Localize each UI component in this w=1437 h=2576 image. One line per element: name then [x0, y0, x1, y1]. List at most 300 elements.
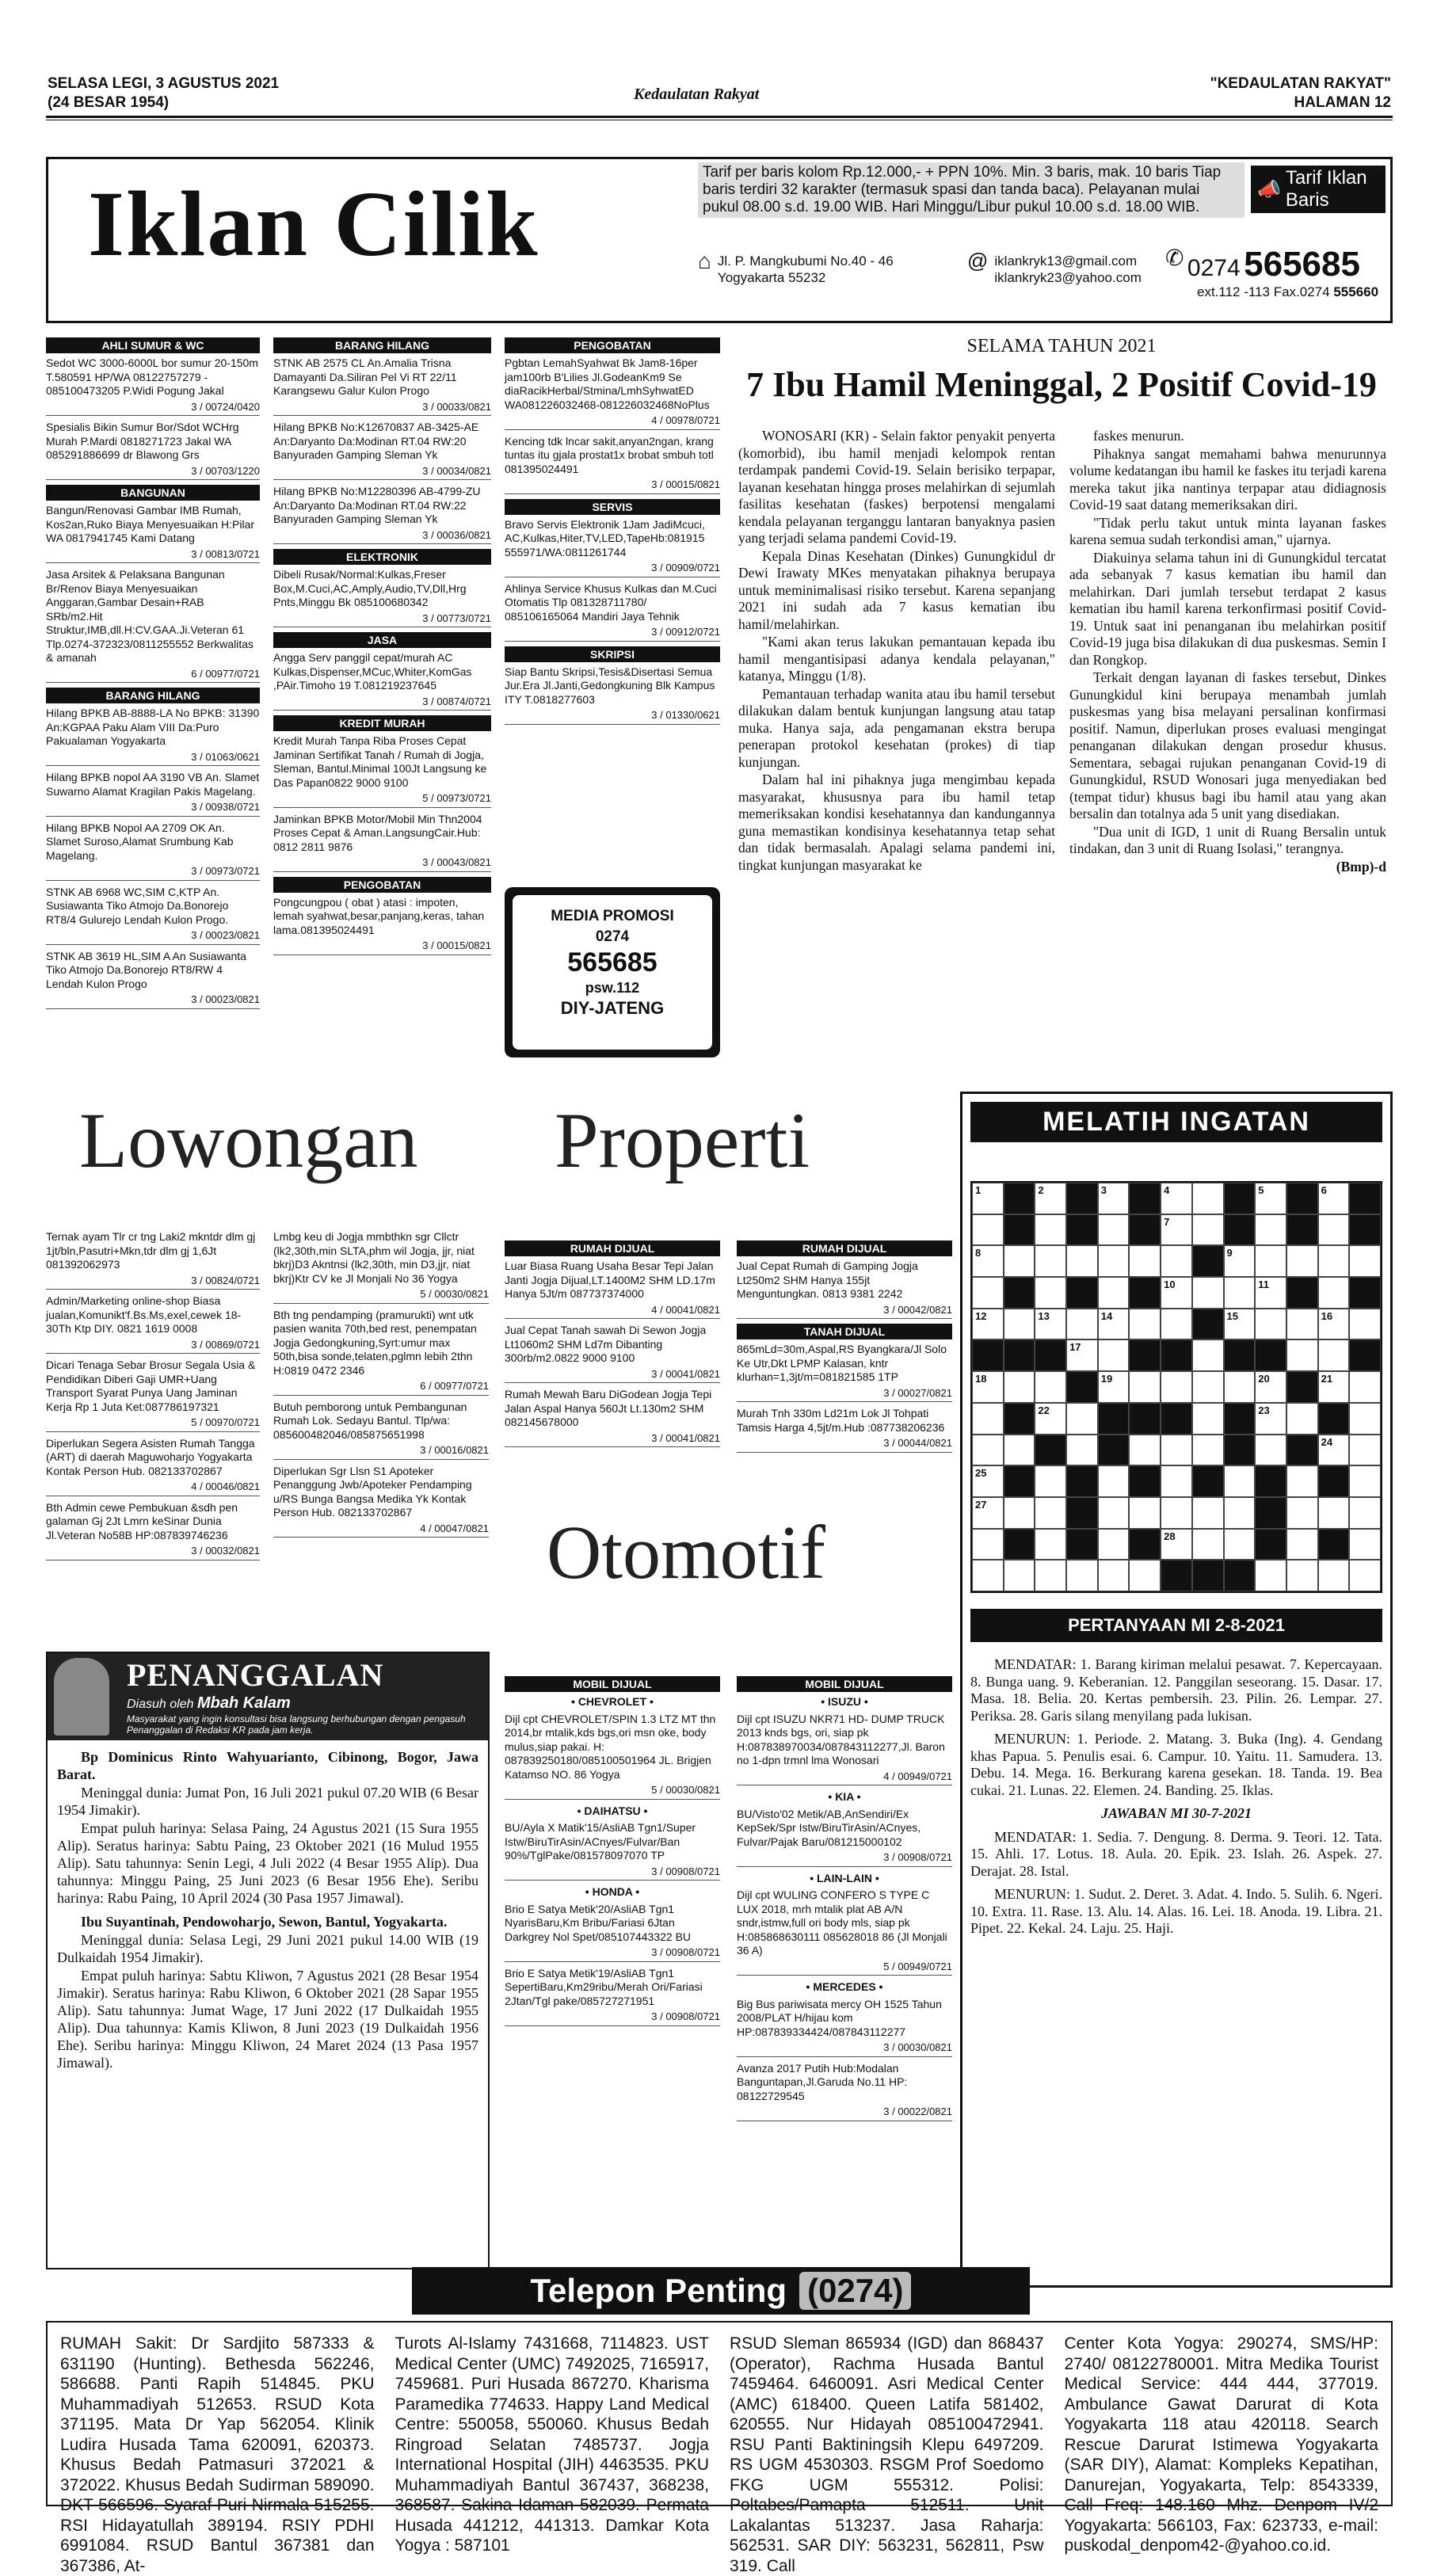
lowongan-column-2 [273, 1230, 489, 1542]
crossword-cell [1129, 1497, 1161, 1529]
category-header: BARANG HILANG [46, 688, 260, 703]
crossword-cell [1255, 1214, 1286, 1246]
article-headline: 7 Ibu Hamil Meninggal, 2 Positif Covid-19 [746, 365, 1377, 404]
header-page-block [1210, 74, 1391, 112]
classified-ad-code: 3 / 00813/0721 [46, 547, 260, 564]
megaphone-icon: 📣 [1257, 178, 1281, 200]
crossword-cell [1286, 1339, 1318, 1371]
masthead: Kedaulatan Rakyat [634, 86, 760, 103]
crossword-black-cell [1066, 1465, 1098, 1497]
classified-column-3 [505, 333, 720, 730]
header-date-block [48, 74, 279, 112]
crossword-black-cell [1004, 1403, 1035, 1435]
crossword-cell [1035, 1309, 1066, 1340]
phone-ext: ext.112 -113 Fax.0274 [1197, 284, 1330, 299]
classified-ad-code: 6 / 00977/0721 [273, 1379, 489, 1396]
crossword-black-cell [1098, 1435, 1130, 1466]
crossword-cell [1318, 1339, 1350, 1371]
clues-menurun: MENURUN: 1. Periode. 2. Matang. 3. Buka (Ing). 4. Gendang khas Papua. 5. Penulis esai. 6. Campur. 10. Yaitu. 11. Samudera. 13. Debu. 14. Mega. 16. Berkurang karena gesekan. 18. Tanda. 19. Bea cukai. 21. Lunas. 22. Elemen. 24. Banding. 25. Iklas. [970, 1731, 1382, 1798]
subcategory-header: • CHEVROLET • [571, 1695, 654, 1708]
crossword-clue-number: 19 [1100, 1373, 1113, 1385]
crossword-clue-number: 7 [1164, 1215, 1170, 1228]
crossword-cell [1349, 1309, 1381, 1340]
classified-ad-code: 3 / 00724/0420 [46, 400, 260, 417]
classified-ad-code: 3 / 00973/0721 [46, 864, 260, 881]
crossword-cell [1349, 1465, 1381, 1497]
crossword-black-cell [1349, 1339, 1381, 1371]
crossword-clue-number: 14 [1100, 1309, 1113, 1322]
penanggalan-by: Diasuh oleh [127, 1698, 194, 1711]
crossword-clue-number: 8 [975, 1247, 982, 1259]
crossword-cell [1192, 1371, 1224, 1403]
crossword-cell [1286, 1245, 1318, 1277]
classified-ad-text: Bth tng pendamping (pramurukti) wnt utk pasien wanita 70th,bed rest, penempatan Jogja Gedongkuning,Syrt:umur max 50th,bisa sonde,telaten,pglmn lebih 2thn H:0819 0472 2346 [273, 1308, 477, 1377]
crossword-black-cell [1286, 1214, 1318, 1246]
classified-ad-code: 5 / 00030/0821 [273, 1287, 489, 1304]
classified-ad-code: 3 / 01330/0621 [505, 708, 720, 725]
crossword-cell [1066, 1339, 1098, 1371]
classified-ad-code: 3 / 00015/0821 [505, 478, 720, 494]
crossword-black-cell [1066, 1277, 1098, 1309]
crossword-black-cell [1004, 1277, 1035, 1309]
phone-icon: ✆ [1165, 246, 1184, 270]
media-promosi-box [505, 887, 720, 1057]
classified-ad-text: Lmbg keu di Jogja mmbthkn sgr Cllctr (lk2,30th,min SLTA,phm wil Jogja, jjr, niat bkrj)D3 Akntnsi (lk2,30th, min D3,jjr, niat bkrj)Ktr CV ke Jl Monjali No 36 Yogya [273, 1230, 475, 1285]
crossword-black-cell [1224, 1214, 1256, 1246]
crossword-cell [1098, 1371, 1130, 1403]
crossword-black-cell [1318, 1403, 1350, 1435]
crossword-clue-number: 10 [1164, 1278, 1176, 1291]
crossword-cell [1192, 1277, 1224, 1309]
classified-ad-code: 3 / 00033/0821 [273, 400, 491, 417]
crossword-cell [1035, 1497, 1066, 1529]
crossword-clue-number: 23 [1258, 1404, 1270, 1416]
category-header: RUMAH DIJUAL [505, 1240, 720, 1256]
classified-ad-text: Bravo Servis Elektronik 1Jam JadiMcuci, AC,Kulkas,Hiter,TV,LED,TapeHb:081915 555971/WA:0811261744 [505, 517, 705, 558]
crossword-cell [1192, 1529, 1224, 1560]
crossword-black-cell [1035, 1339, 1066, 1371]
crossword-cell [1318, 1309, 1350, 1340]
crossword-cell [1004, 1435, 1035, 1466]
crossword-cell [1286, 1529, 1318, 1560]
classified-ad-text: Butuh pemborong untuk Pembangunan Rumah Lok. Sedayu Bantul. Tlp/wa: 085600482046/085875651998 [273, 1400, 467, 1441]
classified-ad-text: STNK AB 6968 WC,SIM C,KTP An. Susiawanta Tiko Atmojo Da.Bonorejo RT8/4 Gulurejo Lendah Kulon Progo. [46, 885, 229, 926]
article-paragraph: "Kami akan terus lakukan pemantauan kepada ibu hamil mengantisipasi adanya kendala pelayanan," katanya, Minggu (1/8). [738, 634, 1055, 684]
answers-mendatar: MENDATAR: 1. Sedia. 7. Dengung. 8. Derma. 9. Teori. 12. Tata. 15. Ahli. 17. Lotus. 18. Aula. 20. Epik. 23. Islah. 26. Aspek. 27. Derajat. 28. Istal. [970, 1828, 1382, 1879]
crossword-cell [972, 1277, 1004, 1309]
classified-ad-text: Luar Biasa Ruang Usaha Besar Tepi Jalan Janti Jogja Dijual,LT.1400M2 SHM LD.17m Hanya 5Jt/m 087737374000 [505, 1259, 715, 1300]
crossword-cell [1224, 1309, 1256, 1340]
crossword-cell [1129, 1560, 1161, 1591]
category-header: PENGOBATAN [273, 877, 491, 893]
clues-mendatar: MENDATAR: 1. Barang kiriman melalui pesawat. 7. Kepercayaan. 8. Bunga uang. 9. Keberanian. 12. Panggilan seseorang. 15. Dasar. 17. Masa. 18. Belia. 20. Kertas pembersih. 23. Pilin. 26. Lempar. 27. Periksa. 28. Garis silang menyilang pada lukisan. [970, 1656, 1382, 1724]
classified-ad-text: Kencing tdk lncar sakit,anyan2ngan, krang tuntas itu gjala prostat1x brobat smbuh totl 081395024491 [505, 434, 714, 475]
classified-ad-code: 3 / 00938/0721 [46, 800, 260, 817]
crossword-cell [1161, 1465, 1192, 1497]
classified-ad-text: Pongcungpou ( obat ) atasi : impoten, lemah syahwat,besar,panjang,keras, tahan lama.081395024491 [273, 895, 485, 936]
crossword-cell [1318, 1435, 1350, 1466]
crossword-cell [1255, 1371, 1286, 1403]
crossword-clue-number: 11 [1258, 1278, 1269, 1291]
iklan-cilik-title: Iklan Cilik [88, 172, 539, 276]
crossword-cell [1035, 1560, 1066, 1591]
classified-ad-text: Sedot WC 3000-6000L bor sumur 20-150m T.580591 HP/WA 08122757279 - 085100473205 P.Widi Pogung Jakal [46, 356, 258, 397]
crossword-cell [972, 1403, 1004, 1435]
crossword-black-cell [1098, 1403, 1130, 1435]
crossword-black-cell [1066, 1214, 1098, 1246]
crossword-cell [1192, 1403, 1224, 1435]
crossword-black-cell [1129, 1339, 1161, 1371]
subcategory-header: • ISUZU • [821, 1695, 868, 1708]
classified-ad-text: Dijl cpt WULING CONFERO S TYPE C LUX 2018, mrh mtalik plat AB A/N sndr,istmw,full ori body mls, siap pk H:085868630111 085628018 86 (Jl Monjali 36 A) [737, 1888, 947, 1957]
crossword-cell [1255, 1277, 1286, 1309]
crossword-black-cell [1129, 1465, 1161, 1497]
classified-ad-text: Ternak ayam Tlr cr tng Laki2 mkntdr dlm gj 1jt/bln,Pasutri+Mkn,tdr dlm gj 1,6Jt 081392062973 [46, 1230, 256, 1271]
classified-ad-code: 3 / 00043/0821 [273, 855, 491, 872]
classified-ad-code: 4 / 00046/0821 [46, 1480, 260, 1496]
category-header: SERVIS [505, 499, 720, 515]
crossword-black-cell [1318, 1529, 1350, 1560]
header-javanese-date: (24 BESAR 1954) [48, 94, 170, 111]
entry-2-heading: Ibu Suyantinah, Pendowoharjo, Sewon, Bantul, Yogyakarta. [81, 1914, 448, 1930]
crossword-black-cell [1286, 1371, 1318, 1403]
question-title: PERTANYAAN MI 2-8-2021 [970, 1609, 1382, 1642]
crossword-cell [1224, 1497, 1256, 1529]
article-paragraph: Dalam hal ini pihaknya juga mengimbau kepada masyarakat, khususnya para ibu hamil tetap memeriksakan kondisi kesehatannya dan kandungannya guna memastikan kondisinya kesehatannya tetap sehat dan tidak bermasalah. Apalagi selama pandemi ini, tingkat kunjungan masyarakat ke [738, 772, 1055, 873]
crossword-black-cell [1224, 1403, 1256, 1435]
category-header: PENGOBATAN [505, 337, 720, 353]
category-header: ELEKTRONIK [273, 549, 491, 565]
crossword-clue-number: 21 [1321, 1373, 1333, 1385]
crossword-cell [1098, 1214, 1130, 1246]
classified-ad-text: Jual Cepat Tanah sawah Di Sewon Jogja Lt1060m2 SHM Ld7m Dibanting 300rb/m2.0822 9000 9100 [505, 1324, 707, 1364]
promo-code: 0274 [595, 928, 630, 945]
classified-ad-text: Jaminkan BPKB Motor/Mobil Min Thn2004 Proses Cepat & Aman.LangsungCair.Hub: 0812 2811 9876 [273, 812, 482, 853]
email-text: iklankryk13@gmail.com iklankryk23@yahoo.com [994, 253, 1142, 285]
crossword-cell [1066, 1245, 1098, 1277]
penanggalan-header [48, 1653, 488, 1740]
subcategory-header: • MERCEDES • [806, 1980, 883, 1993]
crossword-cell [972, 1183, 1004, 1214]
crossword-black-cell [1066, 1529, 1098, 1560]
crossword-title: MELATIH INGATAN [970, 1102, 1382, 1142]
crossword-cell [972, 1497, 1004, 1529]
classified-ad-code: 4 / 00041/0821 [505, 1303, 720, 1320]
penanggalan-body [48, 1740, 488, 2080]
crossword-cell [1349, 1497, 1381, 1529]
crossword-cell [1066, 1309, 1098, 1340]
classified-ad-code: 3 / 00016/0821 [273, 1443, 489, 1460]
classified-ad-text: Hilang BPKB No:M12280396 AB-4799-ZU An:Daryanto Da:Modinan RT.04 RW:22 Banyuraden Gamping Sleman Yk [273, 485, 481, 525]
classified-ad-code: 3 / 00703/1220 [46, 464, 260, 481]
crossword-black-cell [1004, 1339, 1035, 1371]
crossword-cell [1004, 1497, 1035, 1529]
header-date: SELASA LEGI, 3 AGUSTUS 2021 [48, 75, 280, 92]
crossword-clue-number: 1 [975, 1184, 982, 1196]
telepon-col-3: RSUD Sleman 865934 (IGD) dan 868437 (Operator), Rachma Husada Bantul 7459464. 6460091. Asri Medical Center (AMC) 618400. Queen Latifa 581402, 620555. Nur Hidayah 085100472941. RSU Panti Baktiningsih Klepu 6497209. RS UGM 4530303. RSGM Prof Soedomo FKG UGM 555312. Polisi: Poltabes/Pamapta 512511. Unit Lakalantas 513237. Jasa Raharja: 562531. SAR DIY: 563231, 562811, Psw 319. Call [730, 2334, 1044, 2575]
crossword-cell [1098, 1245, 1130, 1277]
crossword-black-cell [1286, 1435, 1318, 1466]
classified-ad-code: 3 / 00015/0821 [273, 939, 491, 955]
crossword-clue-number: 13 [1038, 1309, 1050, 1322]
classified-ad-code: 3 / 00036/0821 [273, 528, 491, 545]
crossword-black-cell [1192, 1560, 1224, 1591]
crossword-black-cell [1224, 1435, 1256, 1466]
crossword-clue-number: 12 [975, 1309, 987, 1322]
crossword-cell [1035, 1465, 1066, 1497]
crossword-cell [1286, 1403, 1318, 1435]
classified-ad-code: 3 / 00041/0821 [505, 1431, 720, 1448]
crossword-cell [1066, 1435, 1098, 1466]
article-paragraph: Kepala Dinas Kesehatan (Dinkes) Gunungkidul dr Dewi Irawaty MKes menyatakan pihaknya berupaya untuk meminimalisasi risiko tersebut. Karena sepanjang 2021 ini sudah ada 7 kasus kematian ibu hamil/melahirkan. [738, 547, 1055, 632]
fax-number: 555660 [1333, 284, 1379, 299]
crossword-box [960, 1092, 1393, 2288]
crossword-black-cell [1192, 1309, 1224, 1340]
crossword-cell [1224, 1245, 1256, 1277]
crossword-cell [1349, 1529, 1381, 1560]
promo-region: DIY-JATENG [560, 998, 665, 1018]
section-title-lowongan: Lowongan [79, 1096, 418, 1184]
crossword-cell [1066, 1560, 1098, 1591]
crossword-black-cell [1066, 1371, 1098, 1403]
classified-ad-text: Dibeli Rusak/Normal:Kulkas,Freser Box,M.Cuci,AC,Amply,Audio,TV,Dll,Hrg Pnts,Minggu Bk 085100680342 [273, 568, 467, 608]
article-column-right [1069, 428, 1386, 876]
subcategory-header: • KIA • [828, 1790, 861, 1803]
classified-ad-text: Diperlukan Segera Asisten Rumah Tangga (ART) di daerah Maguwoharjo Yogyakarta Kontak Person Hub. 082133702867 [46, 1436, 255, 1477]
classified-ad-code: 3 / 00023/0821 [46, 993, 260, 1009]
crossword-cell [1224, 1371, 1256, 1403]
crossword-cell [1161, 1277, 1192, 1309]
crossword-cell [972, 1560, 1004, 1591]
classified-ad-code: 3 / 00908/0721 [505, 2010, 720, 2026]
email-block [967, 249, 1189, 286]
crossword-black-cell [1066, 1497, 1098, 1529]
article-paragraph: Pemantauan terhadap wanita atau ibu hamil tersebut dilakukan dalam bentuk kunjungan langsung atau tatap muka. Hanya saja, ada pengamanan ekstra berupa penerapan protokol kesehatan (prokes) di tiap kunjungan. [738, 685, 1055, 770]
lowongan-column-1 [46, 1230, 260, 1565]
article-paragraph: Pihaknya sangat memahami bahwa menurunnya volume kedatangan ibu hamil ke faskes itu terjadi karena mereka takut jika nantinya terpapar atau didiagnosis Covid-19 saat datang memeriksakan diri. [1069, 445, 1386, 513]
classified-ad-text: Admin/Marketing online-shop Biasa jualan,Komunikt'f.Bs.Ms,exel,cewek 18-30Th Ktp DIY. 0821 1619 0008 [46, 1294, 242, 1335]
classified-ad-code: 3 / 00022/0821 [737, 2105, 952, 2121]
crossword-cell [1098, 1183, 1130, 1214]
crossword-black-cell [1349, 1183, 1381, 1214]
crossword-cell [1098, 1309, 1130, 1340]
classified-ad-text: Angga Serv panggil cepat/murah AC Kulkas,Dispenser,MCuc,Whiter,KomGas ,PAir.Timoho 19 T.081219237645 [273, 651, 472, 692]
crossword-cell [1161, 1435, 1192, 1466]
crossword-clue-number: 3 [1100, 1184, 1107, 1196]
crossword-cell [1255, 1560, 1286, 1591]
crossword-cell [1035, 1529, 1066, 1560]
answer-title: JAWABAN MI 30-7-2021 [1100, 1805, 1252, 1821]
article-paragraph: WONOSARI (KR) - Selain faktor penyakit penyerta (komorbid), ibu hamil menjadi kelompok rentan terdampak pandemi Covid-19. Selain berisiko terpapar, layanan kesehatan hingga proses melahirkan di sejumlah fasilitas kesehatan (faskes) berpotensi mengalami kendala pelayanan terganggu lantaran banyaknya pasien yang terjadi selama pandemi Covid-19. [738, 428, 1055, 546]
crossword-cell [1224, 1465, 1256, 1497]
phone-block [1165, 245, 1395, 300]
category-header: JASA [273, 632, 491, 648]
classified-ad-code: 5 / 00030/0821 [505, 1783, 720, 1800]
article-paragraph: "Tidak perlu takut untuk minta layanan faskes karena semua sudah terkondisi aman," ujarnya. [1069, 514, 1386, 547]
crossword-cell [1349, 1245, 1381, 1277]
crossword-cell [1224, 1277, 1256, 1309]
crossword-clue-number: 9 [1226, 1247, 1233, 1259]
crossword-cell [1129, 1371, 1161, 1403]
classified-ad-text: 865mLd=30m,Aspal,RS Byangkara/Jl Solo Ke Utr,Dkt LPMP Kalasan, kntr klurhan=1,3jt/m=081821585 1TP [737, 1343, 947, 1383]
entry-1-heading: Bp Dominicus Rinto Wahyuarianto, Cibinong, Bogor, Jawa Barat. [57, 1749, 478, 1782]
article-paragraph: "Dua unit di IGD, 1 unit di Ruang Bersalin untuk tindakan, dan 3 unit di Ruang Isolasi," terangnya. [1069, 823, 1386, 856]
crossword-clue-number: 17 [1069, 1341, 1081, 1354]
crossword-cell [1318, 1277, 1350, 1309]
classified-ad-code: 3 / 00032/0821 [46, 1544, 260, 1560]
crossword-cell [1066, 1403, 1098, 1435]
crossword-cell [1035, 1371, 1066, 1403]
crossword-cell [972, 1529, 1004, 1560]
crossword-black-cell [1224, 1560, 1256, 1591]
crossword-cell [1318, 1497, 1350, 1529]
crossword-grid [970, 1181, 1382, 1593]
section-title-otomotif: Otomotif [547, 1510, 825, 1595]
promo-phone: 565685 [567, 947, 658, 977]
home-icon: ⌂ [698, 249, 711, 273]
classified-ad-text: Pgbtan LemahSyahwat Bk Jam8-16per jam100rb B'Lilies Jl.GodeanKm9 Se diaRacikHerbal/Stmina/LmhSyhwatED WA081226032468-081226032468NoPlus [505, 356, 710, 411]
classified-ad-code: 3 / 00041/0821 [505, 1367, 720, 1384]
classified-ad-text: Avanza 2017 Putih Hub:Modalan Banguntapan,Jl.Garuda No.11 HP: 08122729545 [737, 2061, 908, 2102]
crossword-black-cell [1129, 1403, 1161, 1435]
penanggalan-tagline: Masyarakat yang ingin konsultasi bisa langsung berhubungan dengan pengasuh Penanggalan di Redaksi KR pada jam kerja. [127, 1713, 466, 1736]
crossword-cell [1318, 1371, 1350, 1403]
crossword-black-cell [1286, 1277, 1318, 1309]
subcategory-header: • LAIN-LAIN • [810, 1871, 879, 1884]
header-page-number: HALAMAN 12 [1294, 94, 1391, 111]
crossword-cell [1286, 1560, 1318, 1591]
classified-ad-code: 3 / 00912/0721 [505, 625, 720, 642]
author-photo [54, 1658, 109, 1736]
classified-ad-text: BU/Ayla X Matik'15/AsliAB Tgn1/Super Istw/BiruTirAsin/ACnyes/Fulvar/Ban 90%/TglPake/081578097070 TP [505, 1821, 696, 1862]
classified-ad-code: 5 / 00949/0721 [737, 1960, 952, 1976]
crossword-cell [1035, 1245, 1066, 1277]
classified-ad-code: 4 / 00047/0821 [273, 1522, 489, 1538]
classified-ad-code: 3 / 00908/0721 [505, 1945, 720, 1962]
crossword-black-cell [1255, 1339, 1286, 1371]
category-header: TANAH DIJUAL [737, 1324, 952, 1339]
crossword-black-cell [1004, 1214, 1035, 1246]
classified-ad-text: Hilang BPKB No:K12670837 AB-3425-AE An:Daryanto Da:Modinan RT.04 RW:20 Banyuraden Gamping Sleman Yk [273, 421, 479, 461]
properti-column-2 [737, 1236, 952, 1458]
crossword-cell [1255, 1403, 1286, 1435]
subcategory-header: • DAIHATSU • [577, 1804, 648, 1817]
penanggalan-title: PENANGGALAN [127, 1657, 384, 1693]
crossword-cell [1192, 1183, 1224, 1214]
article-kicker: SELAMA TAHUN 2021 [966, 336, 1157, 356]
email-icon: @ [967, 249, 989, 272]
crossword-black-cell [1161, 1403, 1192, 1435]
classified-ad-text: Siap Bantu Skripsi,Tesis&Disertasi Semua Jur.Era Jl.Janti,Gedongkuning Blk Kampus ITY T.0818277603 [505, 665, 715, 706]
crossword-clues [970, 1656, 1382, 1944]
crossword-cell [1004, 1560, 1035, 1591]
subcategory-header: • HONDA • [585, 1885, 640, 1898]
classified-ad-text: Rumah Mewah Baru DiGodean Jogja Tepi Jalan Aspal Hanya 560Jt Lt.130m2 SHM 082145678000 [505, 1388, 712, 1428]
classified-ad-text: Kredit Murah Tanpa Riba Proses Cepat Jaminan Sertifikat Tanah / Rumah di Jogja, Sleman, Bantul.Minimal 100Jt Langsung ke Das Papan0822 9000 9100 [273, 734, 487, 789]
entry-1-dates: Empat puluh harinya: Selasa Paing, 24 Agustus 2021 (15 Sura 1955 Alip). Seratus harinya: Sabtu Paing, 23 Oktober 2021 (16 Mulud 1955 Alip). Satu tahunnya: Senin Legi, 4 Juli 2022 (4 Besar 1955 Alip). Dua tahunnya: Minggu Paing, 25 Juni 2023 (6 Besar 1956 Ehe). Seribu harinya: Rabu Paing, 10 April 2024 (30 Pasa 1957 Jimawal). [57, 1820, 478, 1906]
crossword-clue-number: 24 [1321, 1435, 1333, 1448]
crossword-black-cell [1004, 1529, 1035, 1560]
article-column-left [738, 428, 1055, 875]
classified-ad-code: 3 / 00023/0821 [46, 928, 260, 945]
phone-number: 565685 [1244, 245, 1360, 284]
entry-2-dates: Empat puluh harinya: Sabtu Kliwon, 7 Agustus 2021 (28 Besar 1954 Jimakir). Seratus harinya: Rabu Kliwon, 6 Oktober 2021 (28 Sapar 1955 Alip). Satu tahunnya: Jumat Wage, 17 Juni 2022 (17 Dulkaidah 1955 Alip). Dua tahunnya: Kamis Kliwon, 8 Juni 2023 (19 Dulkaidah 1956 Ehe). Seribu harinya: Minggu Kliwon, 24 Maret 2024 (13 Pasa 1957 Jimawal). [57, 1968, 478, 2071]
crossword-cell [1192, 1339, 1224, 1371]
classified-ad-text: Big Bus pariwisata mercy OH 1525 Tahun 2008/PLAT H/hijau kom HP:087839334424/087843112277 [737, 1997, 942, 2038]
category-header: AHLI SUMUR & WC [46, 337, 260, 353]
crossword-cell [1161, 1245, 1192, 1277]
crossword-black-cell [1035, 1435, 1066, 1466]
category-header: BANGUNAN [46, 485, 260, 501]
crossword-cell [972, 1214, 1004, 1246]
crossword-cell [1255, 1183, 1286, 1214]
crossword-black-cell [1318, 1465, 1350, 1497]
crossword-cell [1129, 1435, 1161, 1466]
crossword-cell [1161, 1497, 1192, 1529]
classified-ad-text: Jasa Arsitek & Pelaksana Bangunan Br/Renov Biaya Menyesuaikan Anggaran,Gambar Desain+RAB SRb/m2.Hit Struktur,IMB,dll.H:CV.GAA.Ji.Veteran 61 Tlp.0274-372323/0811255552 Berkwalitas & amanah [46, 568, 254, 664]
crossword-cell [1255, 1309, 1286, 1340]
crossword-cell [972, 1465, 1004, 1497]
crossword-clue-number: 4 [1164, 1184, 1170, 1196]
crossword-cell [1192, 1497, 1224, 1529]
classified-ad-text: STNK AB 3619 HL,SIM A An Susiawanta Tiko Atmojo Da.Bonorejo RT8/RW 4 Lendah Kulon Progo [46, 949, 246, 990]
category-header: SKRIPSI [505, 646, 720, 662]
crossword-cell [972, 1371, 1004, 1403]
tariff-text: Tarif per baris kolom Rp.12.000,- + PPN 10%. Min. 3 baris, mak. 10 baris Tiap baris terdiri 32 karakter (termasuk spasi dan tanda baca). Pelayanan mulai pukul 08.00 s.d. 19.00 WIB. Hari Minggu/Libur pukul 10.00 s.d. 18.00 WIB. [698, 162, 1245, 218]
phone-prefix: 0274 [1187, 255, 1241, 281]
crossword-black-cell [1255, 1529, 1286, 1560]
classified-ad-code: 3 / 00909/0721 [505, 561, 720, 577]
crossword-cell [972, 1435, 1004, 1466]
crossword-cell [1161, 1214, 1192, 1246]
entry-1-death: Meninggal dunia: Jumat Pon, 16 Juli 2021 pukul 07.20 WIB (6 Besar 1954 Jimakir). [57, 1785, 478, 1818]
classified-ad-code: 3 / 00869/0721 [46, 1338, 260, 1355]
crossword-cell [1349, 1371, 1381, 1403]
crossword-cell [1192, 1435, 1224, 1466]
crossword-cell [1129, 1309, 1161, 1340]
crossword-cell [1129, 1245, 1161, 1277]
crossword-clue-number: 28 [1164, 1530, 1176, 1542]
classified-ad-code: 5 / 00973/0721 [273, 791, 491, 808]
classified-ad-text: Ahlinya Service Khusus Kulkas dan M.Cuci Otomatis Tlp 081328711780/ 085106165064 Mandiri Jaya Tehnik [505, 581, 717, 623]
otomotif-column-1 [505, 1671, 720, 2031]
crossword-cell [1255, 1435, 1286, 1466]
crossword-black-cell [1192, 1245, 1224, 1277]
crossword-cell [1098, 1560, 1130, 1591]
tariff-badge-label: Tarif Iklan Baris [1285, 167, 1367, 211]
classified-ad-code: 3 / 00824/0721 [46, 1274, 260, 1290]
properti-column-1 [505, 1236, 720, 1452]
classified-ad-code: 3 / 00042/0821 [737, 1303, 952, 1320]
telepon-col-1: RUMAH Sakit: Dr Sardjito 587333 & 631190 (Hunting). Bethesda 562246, 586688. Panti Rapih 514845. PKU Muhammadiyah 512653. RSUD Kota 371195. Mata Dr Yap 562054. Klinik Ludira Husada Tama 620091, 620373. Khusus Bedah Patmasuri 372021 & 372022. Khusus Bedah Sudirman 589090. DKT 566596. Syaraf Puri Nirmala 515255. RSI Hidayatullah 389194. RSIY PDHI 6991084. RSUD Bantul 367381 dan 367386, At- [60, 2334, 375, 2575]
article-paragraph: faskes menurun. [1093, 428, 1184, 444]
header-paper-name: "KEDAULATAN RAKYAT" [1210, 75, 1391, 92]
classified-ad-code: 3 / 00874/0721 [273, 695, 491, 711]
crossword-cell [1255, 1245, 1286, 1277]
telepon-col-2: Turots Al-Islamy 7431668, 7114823. UST Medical Center (UMC) 7492025, 7165917, 7459681. Puri Husada 867270. Kharisma Paramedika 774633. Happy Land Medical Centre: 550058, 550060. Khusus Bedah Ringroad Selatan 7485737. Jogja International Hospital (JIH) 4463535. PKU Muhammadiyah Bantul 367437, 368238, 368587. Sakina Idaman 582039. Permata Husada 441212, 441313. Damkar Kota Yogya : 587101 [395, 2334, 709, 2555]
crossword-black-cell [1349, 1277, 1381, 1309]
telepon-area-code: (0274) [799, 2272, 911, 2310]
classified-ad-text: Dijl cpt ISUZU NKR71 HD- DUMP TRUCK 2013 knds bgs, ori, siap pk H:087838970034/087843112277,Jl. Baron no 1-dpn trmnl lma Wonosari [737, 1712, 945, 1766]
crossword-clue-number: 16 [1321, 1309, 1333, 1322]
crossword-cell [972, 1245, 1004, 1277]
crossword-cell [1161, 1371, 1192, 1403]
classified-column-2 [273, 333, 491, 960]
crossword-cell [1098, 1277, 1130, 1309]
crossword-cell [1286, 1497, 1318, 1529]
crossword-black-cell [1224, 1339, 1256, 1371]
promo-label: MEDIA PROMOSI [551, 908, 674, 924]
